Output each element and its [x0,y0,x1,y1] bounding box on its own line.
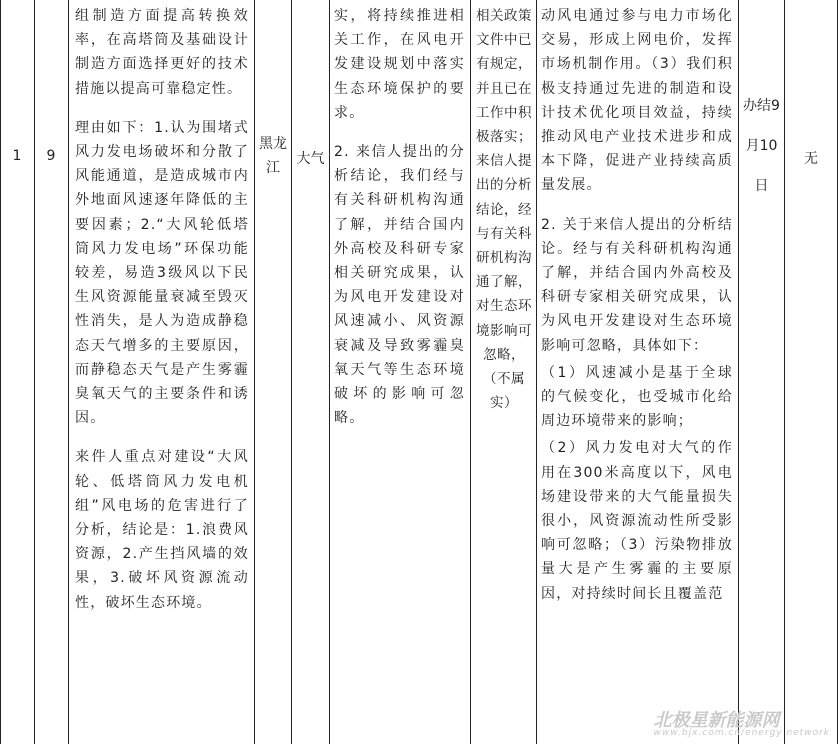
handling-paragraph: 2. 关于来信人提出的分析结论。经与有关科研机构沟通了解，并结合国内外高校及科研专家相关研究成果，认为风电开发建设对生态环境影响可忽略，具体如下： [541,216,733,354]
serial-cell [0,0,34,744]
site-watermark [654,706,830,738]
category-cell [292,0,329,744]
serial-number: 1 [12,148,22,164]
verification-paragraph: 2. 来信人提出的分析结论，我们经与有关科研机构沟通了解，并结合国内外高校及科研专家相关研究成果，认为风电开发建设对风速减小、风资源衰减及导致雾霾臭氧天气等生态环境破坏的影响可忽略。 [334,144,465,427]
handling-paragraph: （1）风速减小是基于全球的气候变化，也受城市化给周边环境带来的影响； [541,364,733,430]
conclusion-text: 相关政策文件中已有规定，并且已在工作中积极落实；来信人提出的分析结论，经与有关科研机构沟通了解，对生态环境影响可忽略，（不属实） [476,8,532,412]
reason-paragraph: 理由如下：1.认为围堵式风力发电场破坏和分散了风能通道，是造成城市内外地面风速逐年降低的主要因素；2.“大风轮低塔筒风力发电场”环保功能较差，易造3级风以下民生风资源能量衰减至毁灭性消失，是人为造成静稳态天气增多的主要原因，而静稳态天气是产生雾霾臭氧天气的主要条件和诱因。 [75,119,249,427]
status-label: 办结9月10日 [743,98,780,194]
reason-paragraph: 来件人重点对建设“大风轮、低塔筒风力发电机组”风电场的危害进行了分析，结论是：1.浪费风资源，2.产生挡风墙的效果，3.破坏风资源流动性，破坏生态环境。 [75,449,249,611]
remark-cell [785,0,837,744]
status-cell [739,0,784,744]
handling-cell [541,4,733,748]
grid-line [68,0,69,744]
handling-paragraph: （2）风力发电对大气的作用在300米高度以下，风电场建设带来的大气能量损失很小，风资源流动性所受影响可忽略；（3）污染物排放量大是产生雾霾的主要原因，对持续时间长且覆盖范 [541,440,733,602]
province-label: 黑龙江 [259,136,287,176]
province-cell [255,0,291,744]
reason-cell [75,4,249,748]
reason-paragraph: 组制造方面提高转换效率，在高塔筒及基础设计制造方面选择更好的技术措施以提高可靠稳定性。 [75,8,249,97]
verification-paragraph: 实，将持续推进相关工作，在风电开发建设规划中落实生态环境保护的要求。 [334,8,465,121]
category-label: 大气 [296,151,325,167]
conclusion-cell [475,4,533,748]
batch-number: 9 [46,148,56,164]
grid-line [329,0,330,744]
handling-paragraph: 动风电通过参与电力市场化交易，形成上网电价，发挥市场机制作用。（3）我们积极支持通过先进的制造和设计技术优化项目效益，持续推动风电产业技术进步和成本下降，促进产业持续高质量发展。 [541,8,733,194]
batch-cell [34,0,68,744]
remark-label: 无 [804,151,818,167]
grid-line [536,0,537,744]
watermark-sub: www.bjx.com.cn/energy network [653,728,830,738]
watermark-main: 北极星新能源网 [653,710,780,731]
verification-cell [334,4,465,748]
grid-line [470,0,471,744]
